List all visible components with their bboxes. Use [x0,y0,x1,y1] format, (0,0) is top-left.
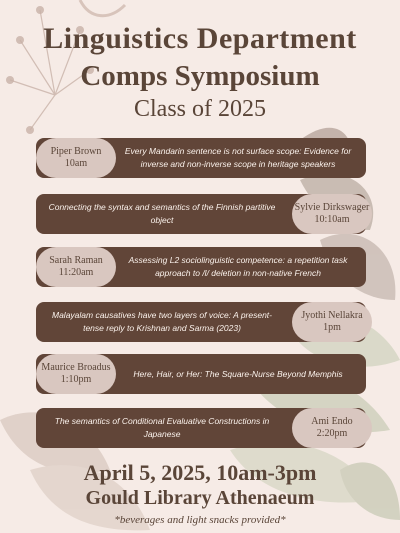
talk-time: 1:10pm [60,374,92,385]
speaker-badge [36,354,116,394]
talk-row [36,138,366,178]
talk-row [36,194,370,234]
talk-title: Malayalam causatives have two layers of voice: A present-tense reply to Krishnan and Sarma (2023) [52,310,272,333]
poster-title-symposium: Comps Symposium [80,60,320,92]
talk-row [36,302,366,342]
talk-title: The semantics of Conditional Evaluative Constructions in Japanese [54,416,270,439]
speaker-badge [292,408,372,448]
talk-time: 1pm [323,322,341,333]
talk-title: Every Mandarin sentence is not surface scope: Evidence for inverse and non-inverse scope in heritage speakers [124,146,352,169]
speaker-name: Piper Brown [50,145,102,157]
speaker-name: Ami Endo [311,415,353,427]
talk-title: Connecting the syntax and semantics of the Finnish partitive object [48,202,276,225]
talk-time: 2:20pm [316,428,348,439]
speaker-name: Jyothi Nellakra [301,309,363,321]
speaker-badge [292,302,372,342]
speaker-badge [292,194,372,234]
speaker-name: Sarah Raman [49,254,103,266]
talk-title: Here, Hair, or Her: The Square-Nurse Beyond Memphis [133,368,343,379]
event-refreshments-note: *beverages and light snacks provided* [114,514,286,526]
talk-row [36,354,366,394]
poster-title-class: Class of 2025 [134,96,266,122]
speaker-name: Sylvie Dirkswager [294,201,370,213]
poster-title-department: Linguistics Department [43,22,357,55]
speaker-badge [36,247,116,287]
speaker-name: Maurice Broadus [41,361,111,373]
talk-row [36,408,366,448]
talk-row [36,247,366,287]
talk-time: 10am [64,158,88,169]
speaker-badge [36,138,116,178]
talk-title: Assessing L2 sociolinguistic competence: a repetition task approach to /l/ deletion in non-native French [128,255,348,278]
talk-time: 10:10am [314,214,350,225]
event-location: Gould Library Athenaeum [85,487,315,509]
talk-time: 11:20am [58,267,94,278]
event-datetime: April 5, 2025, 10am-3pm [83,460,317,485]
